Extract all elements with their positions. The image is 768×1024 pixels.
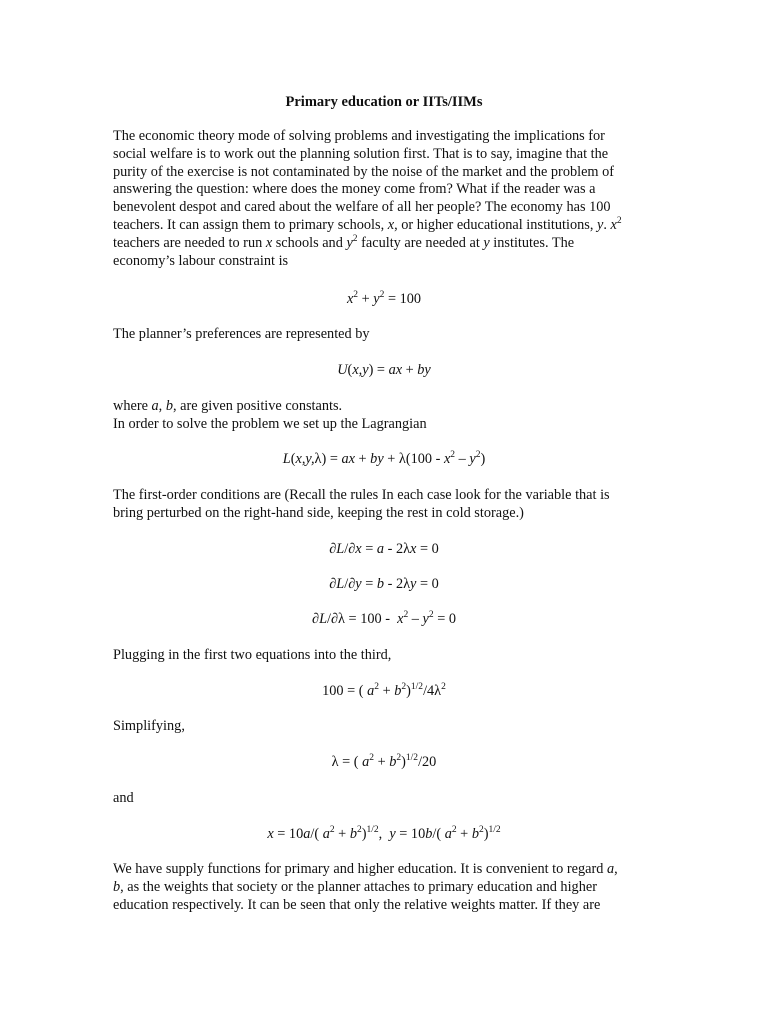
equation-constraint: $x^2 + y^2 = 100$ [346,290,422,307]
constants-paragraph [113,398,658,434]
equation-foc-lambda: $\partial L/\partial\lambda = 100 - x^2 - y^2 = 0$ [311,610,457,627]
where-text: where a, b, are given positive constants. [113,398,343,414]
intro-line: economy’s labour constraint is [113,252,289,269]
intro-line: answering the question: where does the money come from? What if the reader was a [113,181,596,198]
simplifying-text: Simplifying, [113,718,185,734]
equation-lambda: λ = ( $a^2 + b^2)^{1/2}/20$ [331,753,437,770]
intro-line: benevolent despot and cared about the welfare of all her people? The economy has 100 [113,199,611,216]
intro-line: purity of the exercise is not contaminated by the noise of the market and the problem of [113,163,615,180]
equation-solution: x = 10a/( $a^2 + b^2)^{1/2}$, y = 10b/( $a^2 + b^2)^{1/2}$ [267,825,501,842]
and-text: and [113,790,134,806]
preferences-text: The planner’s preferences are represented by [113,326,370,342]
equation-foc-y: ∂L/∂y = b - 2λy = 0 [329,576,439,592]
lagrangian-intro-text: In order to solve the problem we set up the Lagrangian [113,415,427,432]
equation-foc-x: ∂L/∂x = a - 2λx = 0 [329,541,439,557]
foc-line: The first-order conditions are (Recall the rules In each case look for the variable that is [113,487,610,503]
foc-line: bring perturbed on the right-hand side, keeping the rest in cold storage.) [113,504,524,521]
intro-line: The economic theory mode of solving problems and investigating the implications for [113,128,605,144]
intro-line: social welfare is to work out the planning solution first. That is to say, imagine that the [113,145,609,162]
intro-line: teachers are needed to run x schools and $y^2$ faculty are needed at y institutes. The [113,233,575,251]
equation-utility: U(x,y) = ax + by [337,362,431,378]
equation-plugging: 100 = ( $a^2 + b^2)^{1/2}/4\lambda^2$ [322,682,446,699]
intro-line: teachers. It can assign them to primary schools, x, or higher educational institutions, y. $x^2$ [113,215,622,233]
supply-line: We have supply functions for primary and higher education. It is convenient to regard a, [113,861,618,877]
document-title: Primary education or IITs/IIMs [285,94,483,110]
intro-paragraph [113,128,658,270]
plugging-text: Plugging in the first two equations into the third, [113,647,392,663]
foc-paragraph [113,487,658,523]
supply-line: education respectively. It can be seen that only the relative weights matter. If they are [113,896,601,913]
supply-line: b, as the weights that society or the planner attaches to primary education and higher [113,878,597,895]
supply-paragraph [113,861,658,914]
equation-lagrangian: L(x,y,λ) = ax + by + $\lambda(100 - x^2 - y^2)$ [282,450,486,467]
